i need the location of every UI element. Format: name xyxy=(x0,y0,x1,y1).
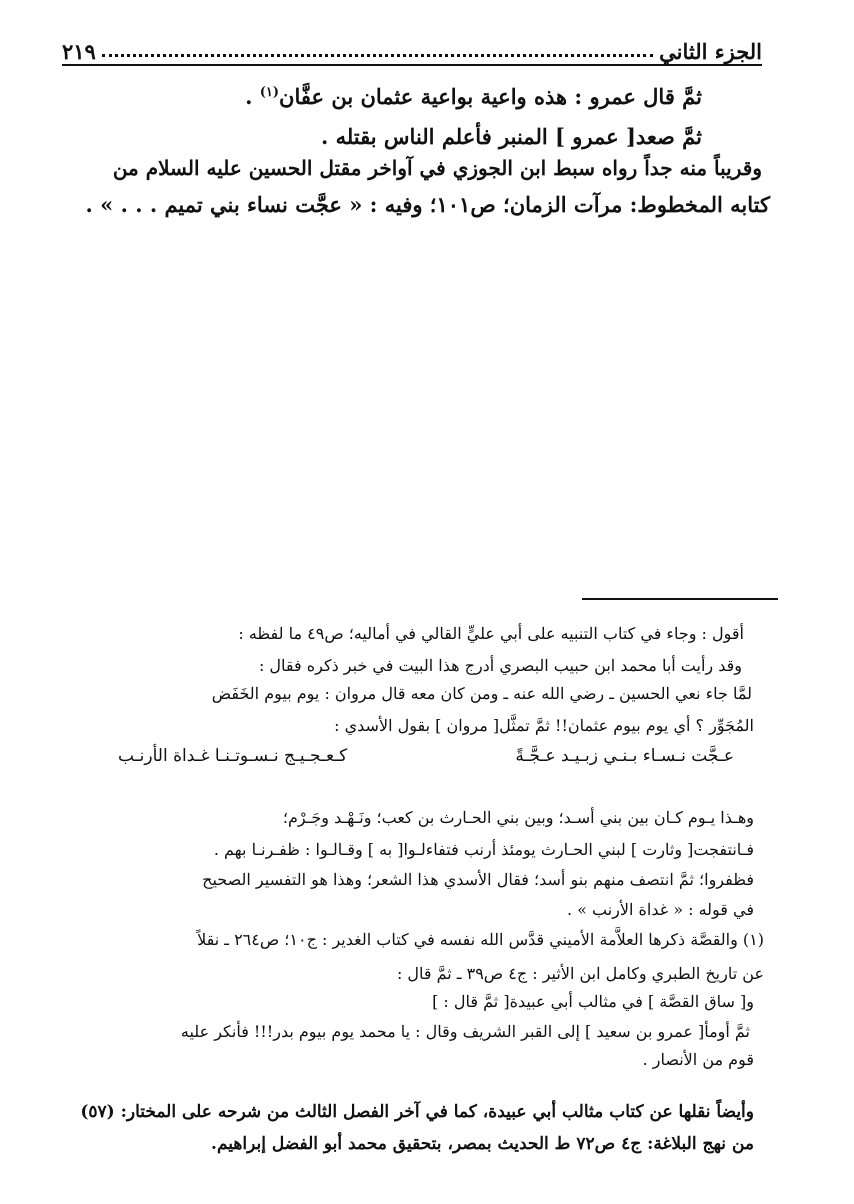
main-line-1: ثمَّ قال عمرو : هذه واعية بواعية عثمان بن عفَّان$^{(١)}$ . xyxy=(245,84,702,109)
footnote-line: في قوله : « غداة الأرنب » . xyxy=(566,900,754,919)
footnote-line: قوم من الأنصار . xyxy=(642,1050,754,1069)
verse-second-hemistich: كـعـجـيـج نـسـوتـنـا غـداة الأرنـب xyxy=(118,746,348,766)
running-header xyxy=(62,24,762,64)
footnote-line: فـانتفجت[ وثارت ] لبني الحـارث يومئذ أرنب فتفاءلـوا[ به ] وقـالـوا : ظفـرنـا بهم . xyxy=(213,840,754,859)
page-number: ٢١٩ xyxy=(62,39,96,64)
verse-first-hemistich: عـجَّت نـسـاء بـنـي زبـيـد عـجَّـةً xyxy=(515,746,734,766)
main-line-4: كتابه المخطوط: مرآت الزمان؛ ص١٠١؛ وفيه : « عجَّت نساء بني تميم . . . » . xyxy=(85,192,770,217)
footnote-line: وأيضاً نقلها عن كتاب مثالب أبي عبيدة، كما في آخر الفصل الثالث من شرحه على المختار: (٥٧) xyxy=(80,1102,754,1122)
footnote-line: ثمَّ أومأ[ عمرو بن سعيد ] إلى القبر الشريف وقال : يا محمد يوم بيوم بدر!!! فأنكر عليه xyxy=(180,1022,750,1041)
footnote-line: المُجَوِّر ؟ أي يوم بيوم عثمان!! ثمَّ تمثَّل[ مروان ] بقول الأسدي : xyxy=(334,716,754,735)
header-rule xyxy=(62,64,762,66)
footnote-reference: (١) xyxy=(259,85,280,100)
footnote-separator xyxy=(582,598,778,600)
header-dot-leader xyxy=(102,54,653,57)
footnote-line: عن تاريخ الطبري وكامل ابن الأثير : ج٤ ص٣٩ ـ ثمَّ قال : xyxy=(396,964,764,983)
footnote-line: وقد رأيت أبا محمد ابن حبيب البصري أدرج هذا البيت في خبر ذكره فقال : xyxy=(258,656,742,675)
volume-title: الجزء الثاني xyxy=(659,39,762,64)
footnote-line: لمَّا جاء نعي الحسين ـ رضي الله عنه ـ ومن كان معه قال مروان : يوم بيوم الخَفَض xyxy=(211,684,752,703)
footnote-line: (١) والقصَّة ذكرها العلاَّمة الأميني قدَّس الله نفسه في كتاب الغدير : ج١٠؛ ص٢٦٤ ـ نقلاً xyxy=(197,930,764,949)
footnote-line: و[ ساق القصَّة ] في مثالب أبي عبيدة[ ثمَّ قال : ] xyxy=(432,992,754,1011)
main-line-2: ثمَّ صعد[ عمرو ] المنبر فأعلم الناس بقتله . xyxy=(320,124,702,149)
footnote-line: أقول : وجاء في كتاب التنبيه على أبي عليٍّ القالي في أماليه؛ ص٤٩ ما لفظه : xyxy=(238,624,744,643)
main-line-3: وقريباً منه جداً رواه سبط ابن الجوزي في آواخر مقتل الحسين عليه السلام من xyxy=(112,156,762,180)
footnote-line: من نهج البلاغة: ج٤ ص٧٢ ط الحديث بمصر، بتحقيق محمد أبو الفضل إبراهيم. xyxy=(211,1134,754,1154)
footnote-line: فظفروا؛ ثمَّ انتصف منهم بنو أسد؛ فقال الأسدي هذا الشعر؛ وهذا هو التفسير الصحيح xyxy=(202,870,754,889)
footnote-line: وهـذا يـوم كـان بين بني أسـد؛ وبين بني الحـارث بن كعب؛ ونَـهْـد وجَـرْم؛ xyxy=(282,808,754,827)
